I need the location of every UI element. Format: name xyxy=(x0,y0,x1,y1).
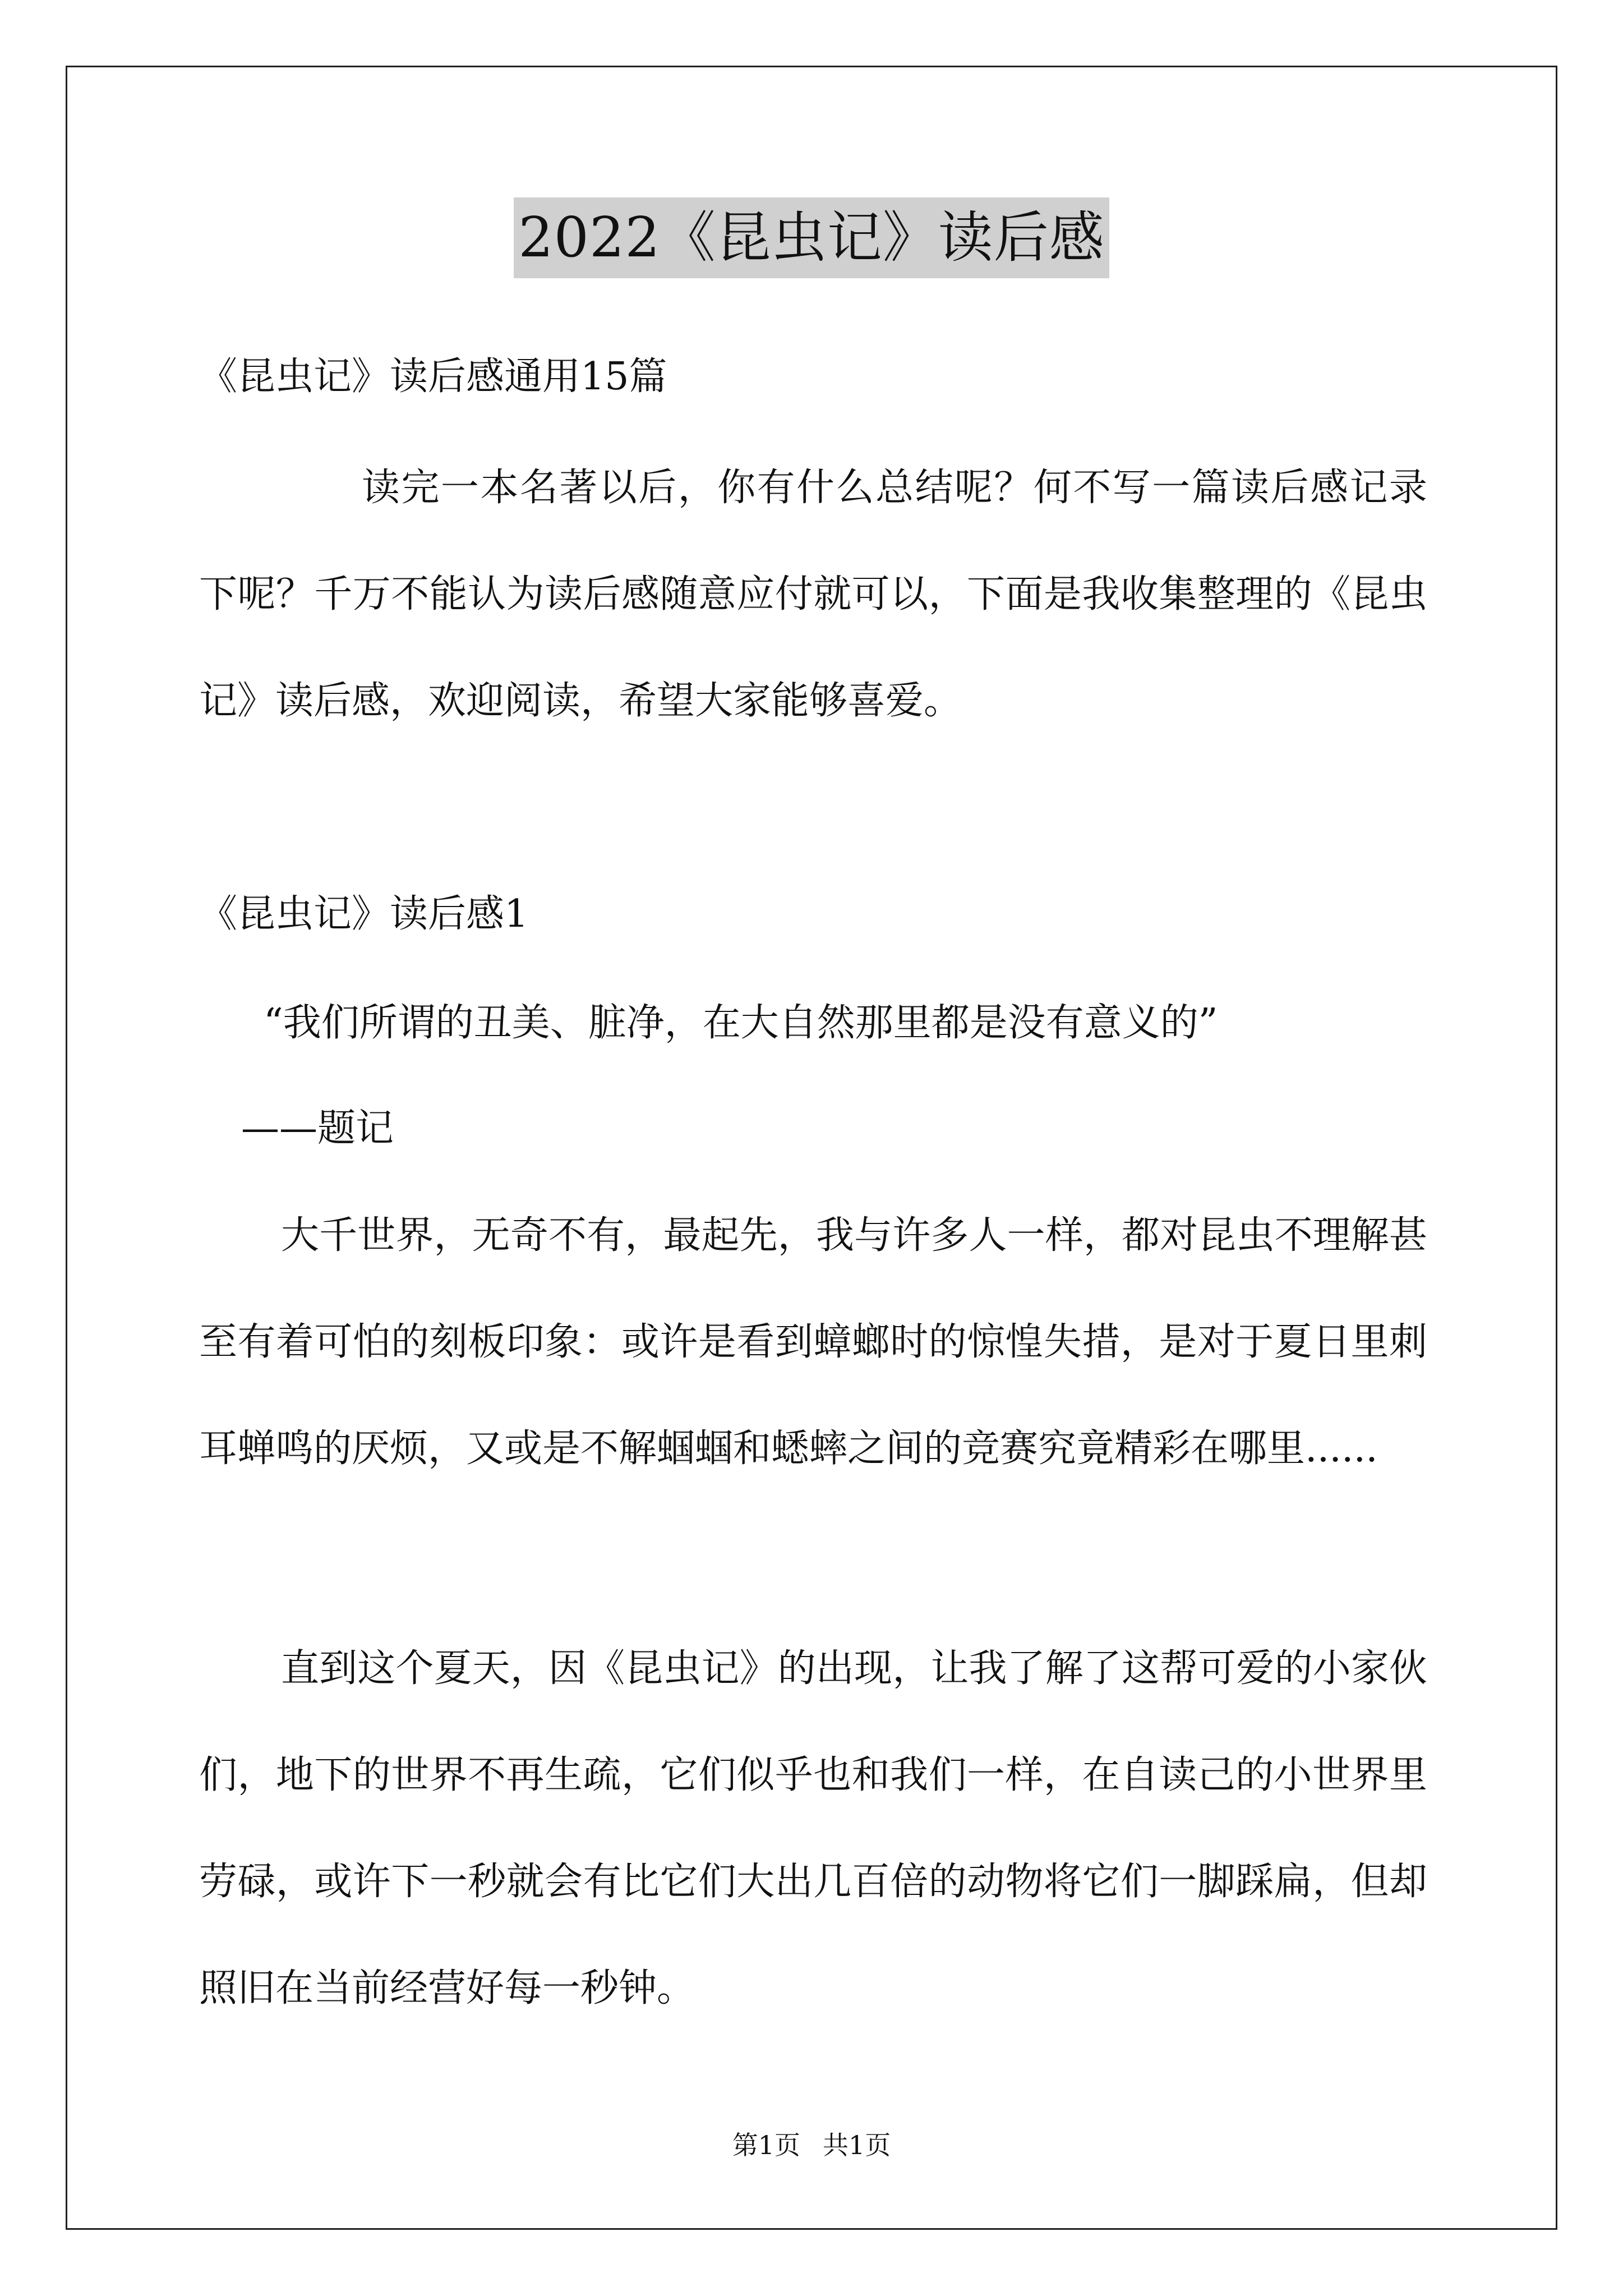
title-container xyxy=(0,197,1623,278)
document-title: 2022《昆虫记》读后感 xyxy=(514,197,1109,278)
epigraph-attribution: ——题记 xyxy=(241,1106,394,1151)
body-paragraph-2: 直到这个夏天，因《昆虫记》的出现，让我了解了这帮可爱的小家伙们，地下的世界不再生疏，它们似乎也和我们一样，在自读己的小世界里劳碌，或许下一秒就会有比它们大出几百倍的动物将它们一脚踩扁，但却照旧在当前经营好每一秒钟。 xyxy=(199,1646,1427,2010)
epigraph-quote: “我们所谓的丑美、脏净，在大自然那里都是没有意义的” xyxy=(264,1001,1218,1045)
page-number-total: 共1页 xyxy=(823,2130,891,2160)
intro-paragraph: 读完一本名著以后，你有什么总结呢？何不写一篇读后感记录下呢？千万不能认为读后感随意应付就可以，下面是我收集整理的《昆虫记》读后感，欢迎阅读，希望大家能够喜爱。 xyxy=(199,466,1427,723)
page-number-current: 第1页 xyxy=(732,2130,800,2160)
section-heading: 《昆虫记》读后感1 xyxy=(199,892,529,936)
body-paragraph-1: 大千世界，无奇不有，最起先，我与许多人一样，都对昆虫不理解甚至有着可怕的刻板印象：或许是看到蟑螂时的惊惶失措，是对于夏日里刺耳蝉鸣的厌烦，又或是不解蝈蝈和蟋蟀之间的竞赛究竟精彩在哪里...... xyxy=(199,1213,1427,1471)
page-footer xyxy=(0,2128,1623,2162)
document-subtitle: 《昆虫记》读后感通用15篇 xyxy=(199,355,667,399)
